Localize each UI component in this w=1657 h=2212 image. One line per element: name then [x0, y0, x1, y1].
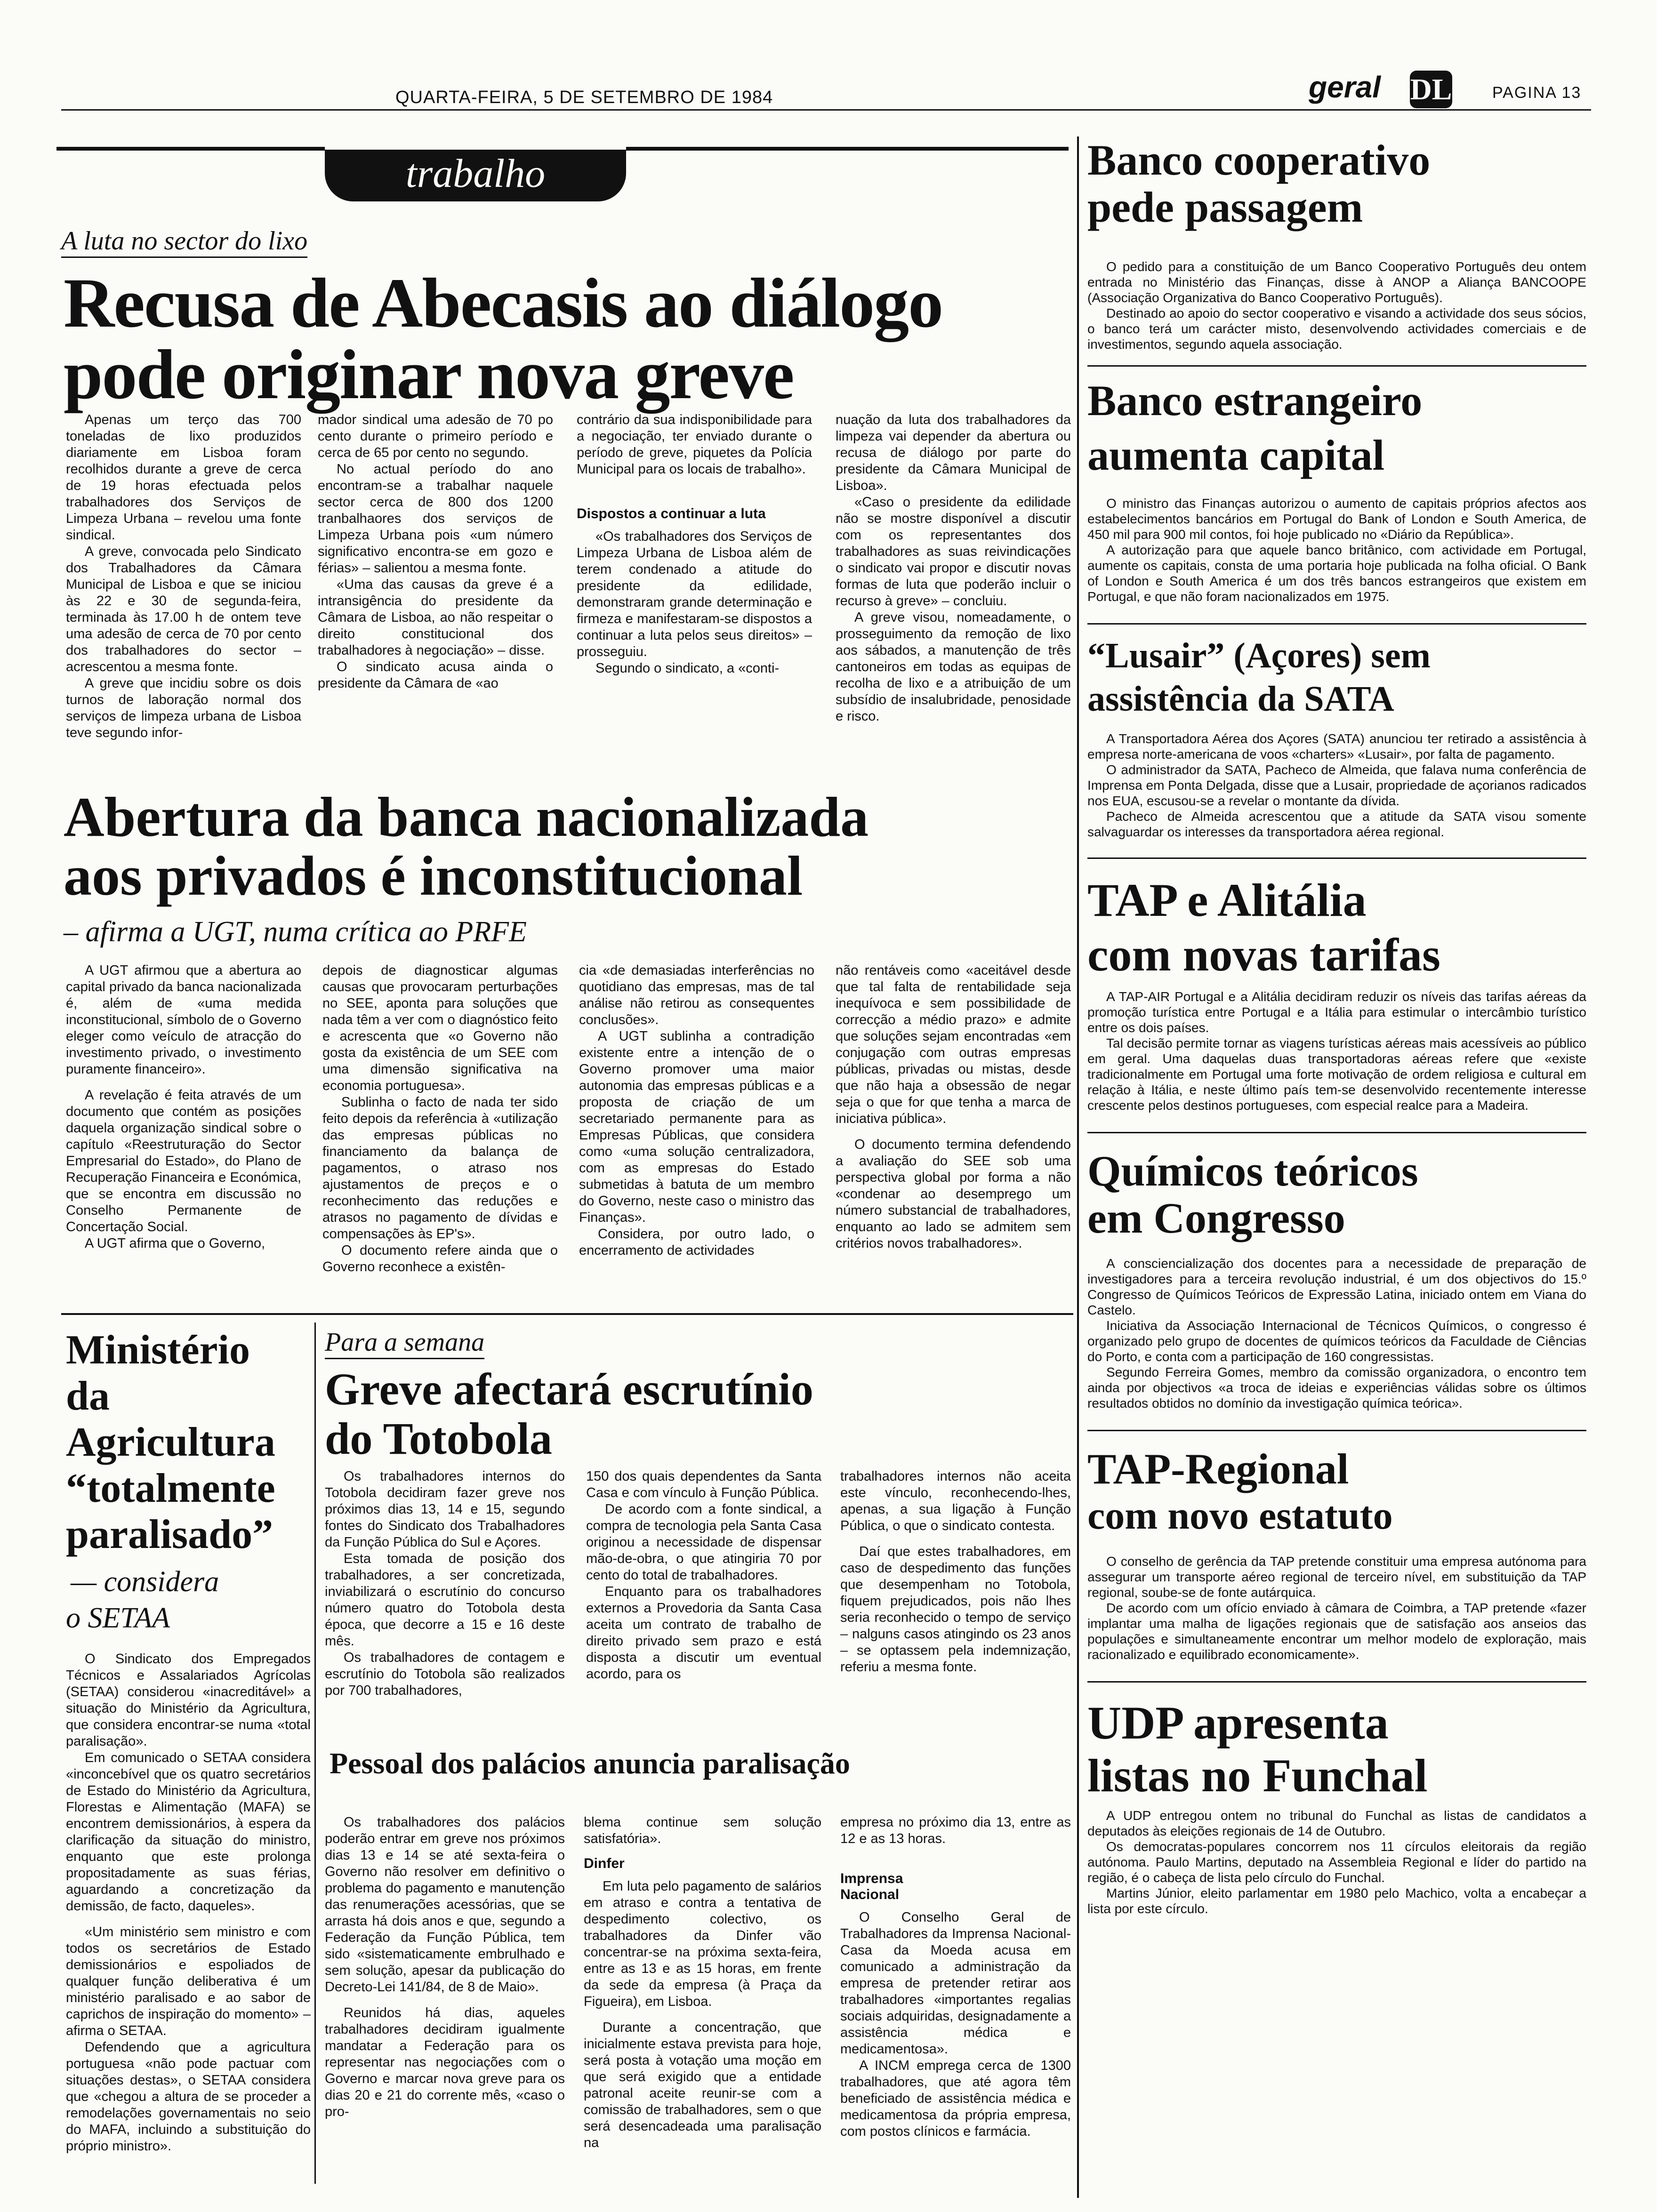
article3-body	[66, 1651, 311, 2155]
sidebar-rule	[1087, 858, 1586, 859]
paragraph: Destinado ao apoio do sector cooperativo e visando a actividade dos seus sócios, o banco terá um carácter misto, desenvolvendo actividades comerciais e de investimentos, segundo aquela associação.	[1087, 306, 1586, 352]
paragraph: Reunidos há dias, aqueles trabalhadores decidiram igualmente mandatar a Federação para os representar nas negociações com o Governo e marcar nova greve para os dias 20 e 21 do corrente mês, «caso o pro-	[325, 2005, 565, 2119]
article4-col3	[840, 1468, 1071, 1675]
article1-col1	[66, 412, 301, 741]
article4-col1	[325, 1468, 565, 1699]
article2-subtitle: – afirma a UGT, numa crítica ao PRFE	[64, 916, 527, 948]
paragraph: Apenas um terço das 700 toneladas de lixo produzidos diariamente em Lisboa foram recolhidos durante a greve de cerca de 19 horas efectuada pelos trabalhadores dos Serviços de Limpeza Urbana – revelou uma fonte sindical.	[66, 412, 301, 543]
paragraph: A autorização para que aquele banco britânico, com actividade em Portugal, aumente os capitais, consta de uma portaria hoje publicada na folha oficial. O Bank of London e South America é um dos três bancos estrangeiros que existem em Portugal, e que não foram nacionalizados em 1975.	[1087, 543, 1586, 604]
article5-col2	[584, 1814, 821, 2151]
sidebar-headline: TAP e Alitália	[1087, 874, 1367, 926]
article3	[66, 1327, 311, 2155]
paragraph: O ministro das Finanças autorizou o aumento de capitais próprios afectos aos estabelecimentos bancários em Portugal do Bank of London e South America, de 450 mil para 900 mil contos, foi hoje publicado no «Diário da República».	[1087, 496, 1586, 542]
article3-subtitle-1: — considera	[71, 1566, 219, 1598]
sidebar-story-6-body	[1087, 1554, 1586, 1662]
paragraph: Iniciativa da Associação Internacional de Técnicos Químicos, o congresso é organizado pelo grupo de docentes de químicos teóricos da Faculdade de Ciências do Porto, e conta com a participação de 160 congressistas.	[1087, 1318, 1586, 1364]
paragraph: A INCM emprega cerca de 1300 trabalhadores, que até agora têm beneficiado de assistência médica e medicamentosa da própria empresa, com postos clínicos e farmácia.	[840, 2058, 1071, 2139]
paragraph: «Os trabalhadores dos Serviços de Limpeza Urbana de Lisboa além de terem condenado a atitude do presidente da edilidade, demonstraram grande determinação e firmeza e manifestaram-se dispostos a continuar a luta pelos seus direitos» – prosseguiu.	[577, 529, 812, 659]
sidebar-rule	[1087, 1681, 1586, 1683]
sidebar-story-4	[1087, 873, 1586, 984]
section-name: geral	[1309, 70, 1381, 104]
sidebar-headline: pede passagem	[1087, 183, 1363, 231]
paragraph: A UGT afirmou que a abertura ao capital privado da banca nacionalizada é, além de «uma medida inconstitucional, símbolo de o Governo eleger como veículo de atracção do investimento privado, o investimento puramente financeiro».	[66, 963, 301, 1077]
header-rule	[61, 109, 1591, 111]
paragraph: Os trabalhadores internos do Totobola decidiram fazer greve nos próximos dias 13, 14 e 15, segundo fontes do Sindicato dos Trabalhadores da Função Pública do Sul e Açores.	[325, 1469, 565, 1550]
paragraph: O documento termina defendendo a avaliação do SEE sob uma perspectiva global por forma a não «condenar ao desemprego um número substancial de trabalhadores, enquanto ao lado se admitem sem critérios novos trabalhadores».	[836, 1137, 1071, 1251]
paragraph: O sindicato acusa ainda o presidente da Câmara de «ao	[318, 659, 553, 691]
paragraph: Enquanto para os trabalhadores externos a Provedoria da Santa Casa aceita um contrato de trabalho de direito privado sem prazo e está disposta a discutir um eventual acordo, para os	[586, 1584, 821, 1682]
article2-headline-2: aos privados é inconstitucional	[64, 844, 803, 907]
paragraph: Esta tomada de posição dos trabalhadores, a ser concretizada, inviabilizará o escrutínio do concurso número quatro do Totobola desta época, que decorre a 15 e 16 deste mês.	[325, 1551, 565, 1649]
sidebar-headline: Banco estrangeiro	[1087, 377, 1423, 425]
article4-headline-2: do Totobola	[325, 1413, 552, 1464]
sidebar-headline: em Congresso	[1087, 1194, 1345, 1242]
article5-col3	[840, 1814, 1071, 2140]
sidebar-headline: assistência da SATA	[1087, 679, 1394, 719]
paragraph: mador sindical uma adesão de 70 po cento durante o primeiro período e cerca de 65 por cento no segundo.	[318, 412, 553, 460]
sidebar-headline: Banco cooperativo	[1087, 136, 1431, 184]
sidebar-story-3-body	[1087, 731, 1586, 840]
sidebar-rule	[1087, 1132, 1586, 1133]
article3-headline-2: da Agricultura	[66, 1373, 275, 1465]
paragraph: Em luta pelo pagamento de salários em atraso e contra a tentativa de despedimento colectivo, os trabalhadores da Dinfer vão concentrar-se na próxima sexta-feira, entre as 13 e as 15 horas, em frente da sede da empresa (à Praça da Figueira), em Lisboa.	[584, 1879, 821, 2009]
article4-kicker: Para a semana	[325, 1327, 484, 1357]
paragraph: O Sindicato dos Empregados Técnicos e Assalariados Agrícolas (SETAA) considerou «inacreditável» a situação do Ministério da Agricultura, que considera encontrar-se numa «total paralisação».	[66, 1651, 311, 1749]
subhead: Dinfer	[584, 1856, 625, 1871]
sidebar	[1087, 136, 1586, 1916]
sidebar-rule	[1087, 1430, 1586, 1431]
paragraph: O documento refere ainda que o Governo reconhece a existên-	[322, 1243, 558, 1274]
paragraph: Segundo Ferreira Gomes, membro da comissão organizadora, o encontro tem ainda por objectivos «a troca de ideias e experiências válidas sobre os últimos resultados obtidos no domínio da investigação química teórica».	[1087, 1365, 1586, 1411]
paragraph: A revelação é feita através de um documento que contém as posições daquela organização sindical sobre o capítulo «Reestruturação do Sector Empresarial do Estado», do Plano de Recuperação Financeira e Económica, que se encontra em discussão no Conselho Permanente de Concertação Social.	[66, 1088, 301, 1234]
sidebar-story-7	[1087, 1697, 1586, 1800]
sidebar-rule	[1087, 365, 1586, 367]
paragraph: nuação da luta dos trabalhadores da limpeza vai depender da abertura ou recusa de diálogo por parte do presidente da Câmara Municipal de Lisboa».	[836, 412, 1071, 493]
paragraph: cia «de demasiadas interferências no quotidiano das empresas, mas de tal análise não retirou as consequentes conclusões».	[579, 963, 814, 1027]
article1-col4	[836, 412, 1071, 725]
article1-kicker: A luta no sector do lixo	[61, 226, 307, 256]
sidebar-headline: aumenta capital	[1087, 431, 1385, 479]
article2-col1	[66, 962, 301, 1252]
paragraph: No actual período do ano encontram-se a trabalhar naquele sector cerca de 800 dos 1200 tranbalhaores dos serviços de Limpeza Urbana pois «um número significativo encontra-se em gozo e férias» – salientou a mesma fonte.	[318, 462, 553, 576]
sidebar-headline: Químicos teóricos	[1087, 1147, 1418, 1195]
article2-col4	[836, 962, 1071, 1252]
sidebar-rule	[1087, 623, 1586, 625]
sidebar-story-1-body	[1087, 259, 1586, 352]
article2-col3	[579, 962, 814, 1259]
sidebar-story-1	[1087, 136, 1586, 259]
article3-headline-1: Ministério	[66, 1327, 250, 1373]
article3-divider	[314, 1322, 316, 2184]
paragraph: Em comunicado o SETAA considera «inconcebível que os quatro secretários de Estado do Ministério da Agricultura, Florestas e Alimentação (MAFA) se encontrem demissionários, à espera da clarificação da situação do ministro, enquanto que este prolonga propositadamente as suas férias, aguardando a concretização da demissão, de facto, daqueles».	[66, 1750, 311, 1914]
sidebar-story-2	[1087, 373, 1586, 486]
paragraph: A consciencialização dos docentes para a necessidade de preparação de investigadores para a terceira revolução industrial, é um dos objectivos do 15.º Congresso de Químicos Teóricos de Expressão Latina, iniciado ontem em Viana do Castelo.	[1087, 1256, 1586, 1317]
article1-headline-2: pode originar nova greve	[64, 336, 794, 414]
paragraph: não rentáveis como «aceitável desde que tal falta de rentabilidade seja inequívoca e sem possibilidade de correcção a médio prazo» e admite que soluções sejam encontradas «em conjugação com outras empresas públicas, privadas ou mistas, desde que não haja a obsessão de negar seja o que for que tenha a marca de iniciativa pública».	[836, 963, 1071, 1126]
sidebar-story-3	[1087, 634, 1586, 726]
sidebar-story-7-body	[1087, 1808, 1586, 1916]
paragraph: A UDP entregou ontem no tribunal do Funchal as listas de candidatos a deputados às eleições regionais de 14 de Outubro.	[1087, 1808, 1586, 1838]
sidebar-headline: com novas tarifas	[1087, 929, 1440, 981]
article2-rule	[61, 1313, 1073, 1315]
paragraph: empresa no próximo dia 13, entre as 12 e as 13 horas.	[840, 1815, 1071, 1846]
paragraph: O Conselho Geral de Trabalhadores da Imprensa Nacional-Casa da Moeda acusa em comunicado a administração da empresa de pretender retirar aos trabalhadores «importantes regalias sociais adquiridas, designadamente a assistência médica e medicamentosa».	[840, 1910, 1071, 2057]
sidebar-divider	[1077, 136, 1079, 2198]
paragraph: Os democratas-populares concorrem nos 11 círculos eleitorais da região autónoma. Paulo Martins, deputado na Assembleia Regional e líder do partido na região, é o cabeça de lista pelo círculo do Funchal.	[1087, 1839, 1586, 1885]
subhead: Dispostos a continuar a luta	[577, 506, 766, 521]
paragraph: «Uma das causas da greve é a intransigência do presidente da Câmara de Lisboa, ao não respeitar o direito constitucional dos trabalhadores à negociação» – disse.	[318, 577, 553, 658]
article5-col1	[325, 1814, 565, 2120]
sidebar-headline: “Lusair” (Açores) sem	[1087, 636, 1431, 675]
sidebar-story-5-body	[1087, 1256, 1586, 1411]
article1-headline-1: Recusa de Abecasis ao diálogo	[64, 264, 943, 342]
article2-headline-1: Abertura da banca nacionalizada	[64, 785, 869, 848]
paragraph: Considera, por outro lado, o encerramento de actividades	[579, 1226, 814, 1258]
paragraph: Segundo o sindicato, a «conti-	[595, 661, 780, 676]
article4-col2	[586, 1468, 821, 1683]
paragraph: A Transportadora Aérea dos Açores (SATA) anunciou ter retirado a assistência à empresa norte-americana de voos «charters» «Lusair», por falta de pagamento.	[1087, 731, 1586, 761]
article3-subtitle-2: o SETAA	[66, 1602, 170, 1634]
sidebar-story-6	[1087, 1445, 1586, 1544]
article5-headline: Pessoal dos palácios anuncia paralisação	[330, 1747, 850, 1780]
top-bar-left	[56, 147, 325, 151]
paragraph: contrário da sua indisponibilidade para a negociação, ter enviado durante o período de greve, piquetes da Polícia Municipal para os locais de trabalho».	[577, 412, 812, 477]
paragraph: De acordo com um ofício enviado à câmara de Coimbra, a TAP pretende «fazer implantar uma malha de ligações regionais que de satisfação aos anseios das populações e simultaneamente encontrar um melhor modelo de exploração, mais racionalizado e equilibrado economicamente».	[1087, 1601, 1586, 1662]
sidebar-headline: TAP-Regional	[1087, 1445, 1349, 1493]
sidebar-headline: com novo estatuto	[1087, 1494, 1393, 1538]
article2-col2	[322, 962, 558, 1275]
article4-headline-1: Greve afectará escrutínio	[325, 1364, 813, 1414]
paragraph: Sublinha o facto de nada ter sido feito depois da referência à «utilização das empresas públicas no financiamento da balança de pagamentos, o atraso nos ajustamentos de preços e o reconhecimento das reduções e atrasos no pagamento de dívidas e compensações às EP's».	[322, 1095, 558, 1242]
paragraph: «Um ministério sem ministro e com todos os secretários de Estado demissionários e espoliados de qualquer função deliberativa é um ministério paralisado e ao sabor de caprichos de inspiração do momento» – afirma o SETAA.	[66, 1924, 311, 2038]
paragraph: Daí que estes trabalhadores, em caso de despedimento das funções que desempenham no Totobola, fiquem prejudicados, pois não lhes seria reconhecido o tempo de serviço – nalguns casos atingindo os 23 anos – se optassem pela indemnização, referiu a mesma fonte.	[840, 1544, 1071, 1675]
paragraph: blema continue sem solução satisfatória».	[584, 1815, 821, 1846]
top-bar-right	[626, 147, 1069, 151]
sidebar-headline: listas no Funchal	[1087, 1749, 1428, 1802]
issue-date: QUARTA-FEIRA, 5 DE SETEMBRO DE 1984	[395, 88, 773, 107]
sidebar-story-2-body	[1087, 496, 1586, 604]
paragraph: depois de diagnosticar algumas causas que provocaram perturbações no SEE, aponta para soluções que nada têm a ver com o diagnóstico feito e acrescenta que «o Governo não gosta da existência de um SEE com uma dimensão significativa na economia portuguesa».	[322, 963, 558, 1093]
paragraph: trabalhadores internos não aceita este vínculo, reconhecendo-lhes, apenas, a sua ligação à Função Pública, o que o sindicato contesta.	[840, 1469, 1071, 1533]
section-tab: trabalho	[325, 150, 626, 201]
paragraph: Tal decisão permite tornar as viagens turísticas aéreas mais acessíveis ao público em geral. Uma daquelas duas transportadoras aéreas refere que «existe tradicionalmente em Portugal uma forte motivação de ordem religiosa e cultural em relação à Itália, e neste último país tem-se desenvolvido recentemente interesse crescente pelos destinos portugueses, com especial realce para a Madeira.	[1087, 1036, 1586, 1113]
newspaper-logo: DL	[1410, 71, 1452, 108]
sidebar-headline: UDP apresenta	[1087, 1697, 1389, 1749]
paragraph: A UGT sublinha a contradição existente entre a intenção de o Governo promover uma maior autonomia das empresas públicas e a proposta de criação de um secretariado permanente para as Empresas Públicas, que considera como «uma solução centralizadora, com as empresas do Estado submetidas à batuta de um membro do Governo, neste caso o ministro das Finanças».	[579, 1029, 814, 1225]
paragraph: A greve visou, nomeadamente, o prosseguimento da remoção de lixo aos sábados, a manutenção de três cantoneiros em todas as equipas de recolha de lixo e a atribuição de um subsídio de insalubridade, penosidade e risco.	[836, 610, 1071, 724]
paragraph: De acordo com a fonte sindical, a compra de tecnologia pela Santa Casa originou a necessidade de dispensar mão-de-obra, o que atingiria 70 por cento do total de trabalhadores.	[586, 1502, 821, 1583]
article1-col3	[577, 412, 812, 677]
paragraph: A greve, convocada pelo Sindicato dos Trabalhadores da Câmara Municipal de Lisboa e que se iniciou às 22 e 30 de segunda-feira, terminada às 17.00 h de ontem teve uma adesão de cerca de 70 por cento dos trabalhadores do sector – acrescentou a mesma fonte.	[66, 544, 301, 674]
article3-headline-3: “totalmente	[66, 1466, 275, 1511]
sidebar-story-4-body	[1087, 989, 1586, 1113]
paragraph: Martins Júnior, eleito parlamentar em 1980 pelo Machico, volta a encabeçar a lista por este círculo.	[1087, 1886, 1586, 1916]
paragraph: Defendendo que a agricultura portuguesa «não pode pactuar com situações destas», o SETAA considera que «chegou a altura de se proceder a remodelações governamentais no seio do MAFA, incluindo a substituição do próprio ministro».	[66, 2040, 311, 2154]
article3-headline-4: paralisado”	[66, 1512, 273, 1557]
paragraph: O administrador da SATA, Pacheco de Almeida, que falava numa conferência de Imprensa em Ponta Delgada, disse que a Lusair, propriedade de açorianos radicados nos EUA, escusou-se a revelar o montante da dívida.	[1087, 762, 1586, 808]
paragraph: O conselho de gerência da TAP pretende constituir uma empresa autónoma para assegurar um transporte aéreo regional de terceiro nível, em substituição da TAP regional, soube-se de fonte autárquica.	[1087, 1554, 1586, 1600]
paragraph: A TAP-AIR Portugal e a Alitália decidiram reduzir os níveis das tarifas aéreas da promoção turística entre Portugal e a Itália para estimular o intercâmbio turístico entre os dois países.	[1087, 989, 1586, 1035]
paragraph: O pedido para a constituição de um Banco Cooperativo Português deu ontem entrada no Ministério das Finanças, disse à ANOP a Aliança BANCOOPE (Associação Organizativa do Banco Cooperativo Português).	[1087, 259, 1586, 305]
paragraph: A UGT afirma que o Governo,	[85, 1236, 265, 1251]
sidebar-story-5	[1087, 1147, 1586, 1246]
paragraph: 150 dos quais dependentes da Santa Casa e com vínculo à Função Pública.	[586, 1469, 821, 1500]
paragraph: Os trabalhadores de contagem e escrutínio do Totobola são realizados por 700 trabalhadores,	[325, 1650, 565, 1698]
page-number: PAGINA 13	[1492, 84, 1582, 102]
paragraph: «Caso o presidente da edilidade não se mostre disponível a discutir com os representantes dos trabalhadores as suas reivindicações o sindicato vai propor e discutir novas formas de luta que poderão incluir o recurso à greve» – concluiu.	[836, 495, 1071, 609]
paragraph: Pacheco de Almeida acrescentou que a atitude da SATA visou somente salvaguardar os interesses da transportadora aérea regional.	[1087, 809, 1586, 839]
paragraph: Durante a concentração, que inicialmente estava prevista para hoje, será posta à votação uma moção em que será exigido que a entidade patronal aceite reunir-se com a comissão de trabalhadores, sem o que será desencadeada uma paralisação na	[584, 2020, 821, 2150]
subhead: Imprensa Nacional	[840, 1871, 903, 1902]
paragraph: A greve que incidiu sobre os dois turnos de laboração normal dos serviços de limpeza urbana de Lisboa teve segundo infor-	[66, 676, 301, 740]
paragraph: Os trabalhadores dos palácios poderão entrar em greve nos próximos dias 13 e 14 se até sexta-feira o Governo não resolver em definitivo o problema do pagamento e manutenção das renumerações acessórias, que se arrasta há dois anos e que, segundo a Federação da Função Pública, tem sido «sistematicamente embrulhado e sem solução, apesar da publicação do Decreto-Lei 141/84, de 8 de Maio».	[325, 1815, 565, 1995]
article1-col2	[318, 412, 553, 692]
